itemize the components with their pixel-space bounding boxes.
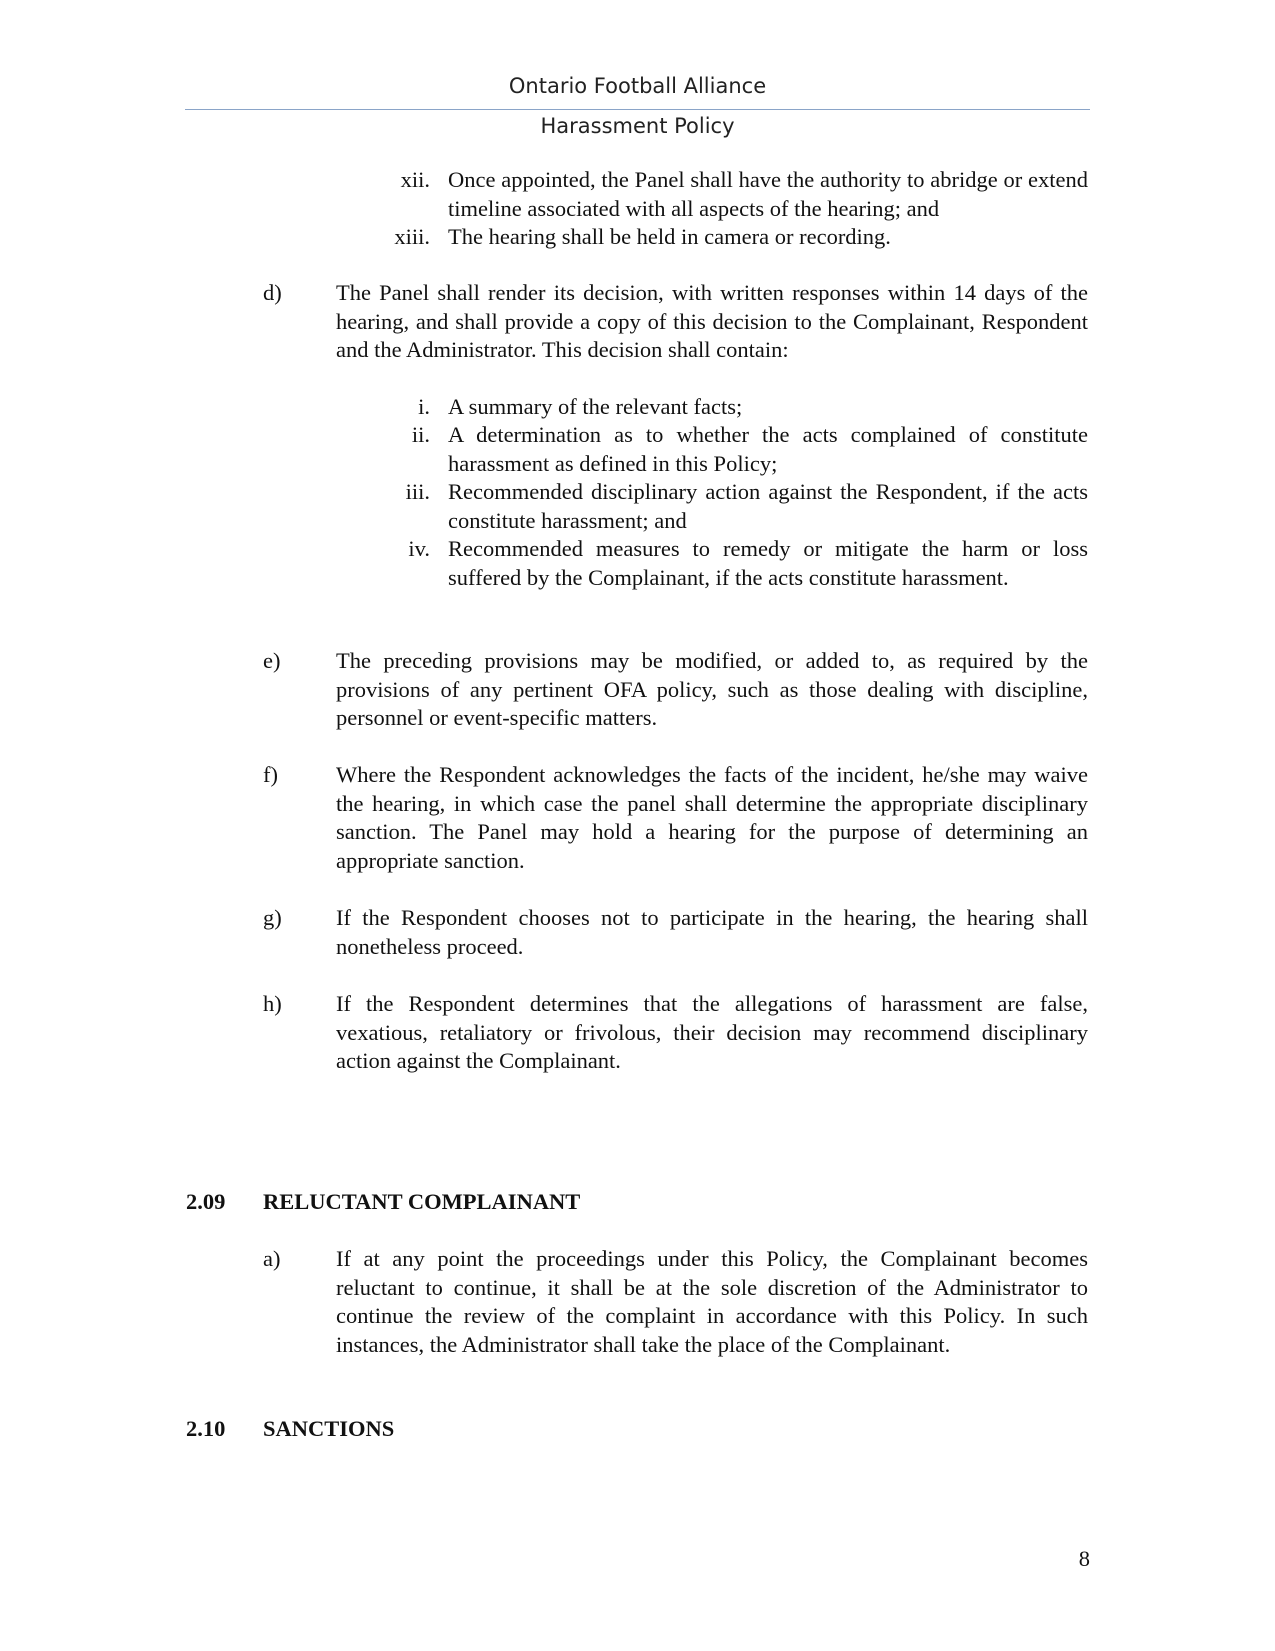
list-numeral: ii. [411, 422, 430, 447]
clause-text: The Panel shall render its decision, with written responses within 14 days of the hearing, and shall provide a copy of this decision to the Complainant, Respondent and the Administrator. This decision shall contain: [336, 280, 1088, 363]
clause-text: If the Respondent chooses not to participate in the hearing, the hearing shall nonetheless proceed. [336, 905, 1088, 959]
clause-label: d) [263, 280, 282, 305]
section-number: 2.09 [186, 1189, 226, 1214]
list-numeral: iii. [405, 479, 430, 504]
list-numeral: iv. [408, 536, 430, 561]
clause-text: If the Respondent determines that the allegations of harassment are false, vexatious, retaliatory or frivolous, their decision may recommend disciplinary action against the Complainant. [336, 991, 1088, 1074]
list-item-text: A summary of the relevant facts; [448, 394, 743, 419]
section-title: RELUCTANT COMPLAINANT [263, 1189, 581, 1214]
clause-text: The preceding provisions may be modified, or added to, as required by the provisions of any pertinent OFA policy, such as those dealing with discipline, personnel or event-specific matters. [336, 648, 1088, 731]
section-number: 2.10 [186, 1416, 226, 1441]
clause-label: h) [263, 991, 282, 1016]
clause-label: f) [263, 762, 278, 787]
clause-text: If at any point the proceedings under this Policy, the Complainant becomes reluctant to continue, it shall be at the sole discretion of the Administrator to continue the review of the complaint in accordance with this Policy. In such instances, the Administrator shall take the place of the Complainant. [336, 1246, 1088, 1357]
section-title: SANCTIONS [263, 1416, 395, 1441]
header-divider [185, 109, 1090, 110]
list-numeral: xiii. [394, 224, 430, 249]
page-number: 8 [1078, 1546, 1090, 1571]
clause-text: Where the Respondent acknowledges the facts of the incident, he/she may waive the hearing, in which case the panel shall determine the appropriate disciplinary sanction. The Panel may hold a hearing for the purpose of determining an appropriate sanction. [336, 762, 1088, 873]
list-item-text: A determination as to whether the acts complained of constitute harassment as defined in this Policy; [448, 422, 1088, 476]
list-item-text: Recommended measures to remedy or mitigate the harm or loss suffered by the Complainant, if the acts constitute harassment. [448, 536, 1088, 590]
clause-label: a) [263, 1246, 281, 1271]
clause-label: e) [263, 648, 281, 673]
list-item-text: The hearing shall be held in camera or recording. [448, 224, 891, 249]
list-item-text: Recommended disciplinary action against the Respondent, if the acts constitute harassment; and [448, 479, 1088, 533]
header-document-title: Harassment Policy [540, 114, 735, 138]
header-organization: Ontario Football Alliance [508, 74, 767, 98]
list-numeral: xii. [400, 167, 430, 192]
list-item-text: Once appointed, the Panel shall have the authority to abridge or extend timeline associated with all aspects of the hearing; and [448, 167, 1088, 221]
list-numeral: i. [418, 394, 430, 419]
clause-label: g) [263, 905, 282, 930]
